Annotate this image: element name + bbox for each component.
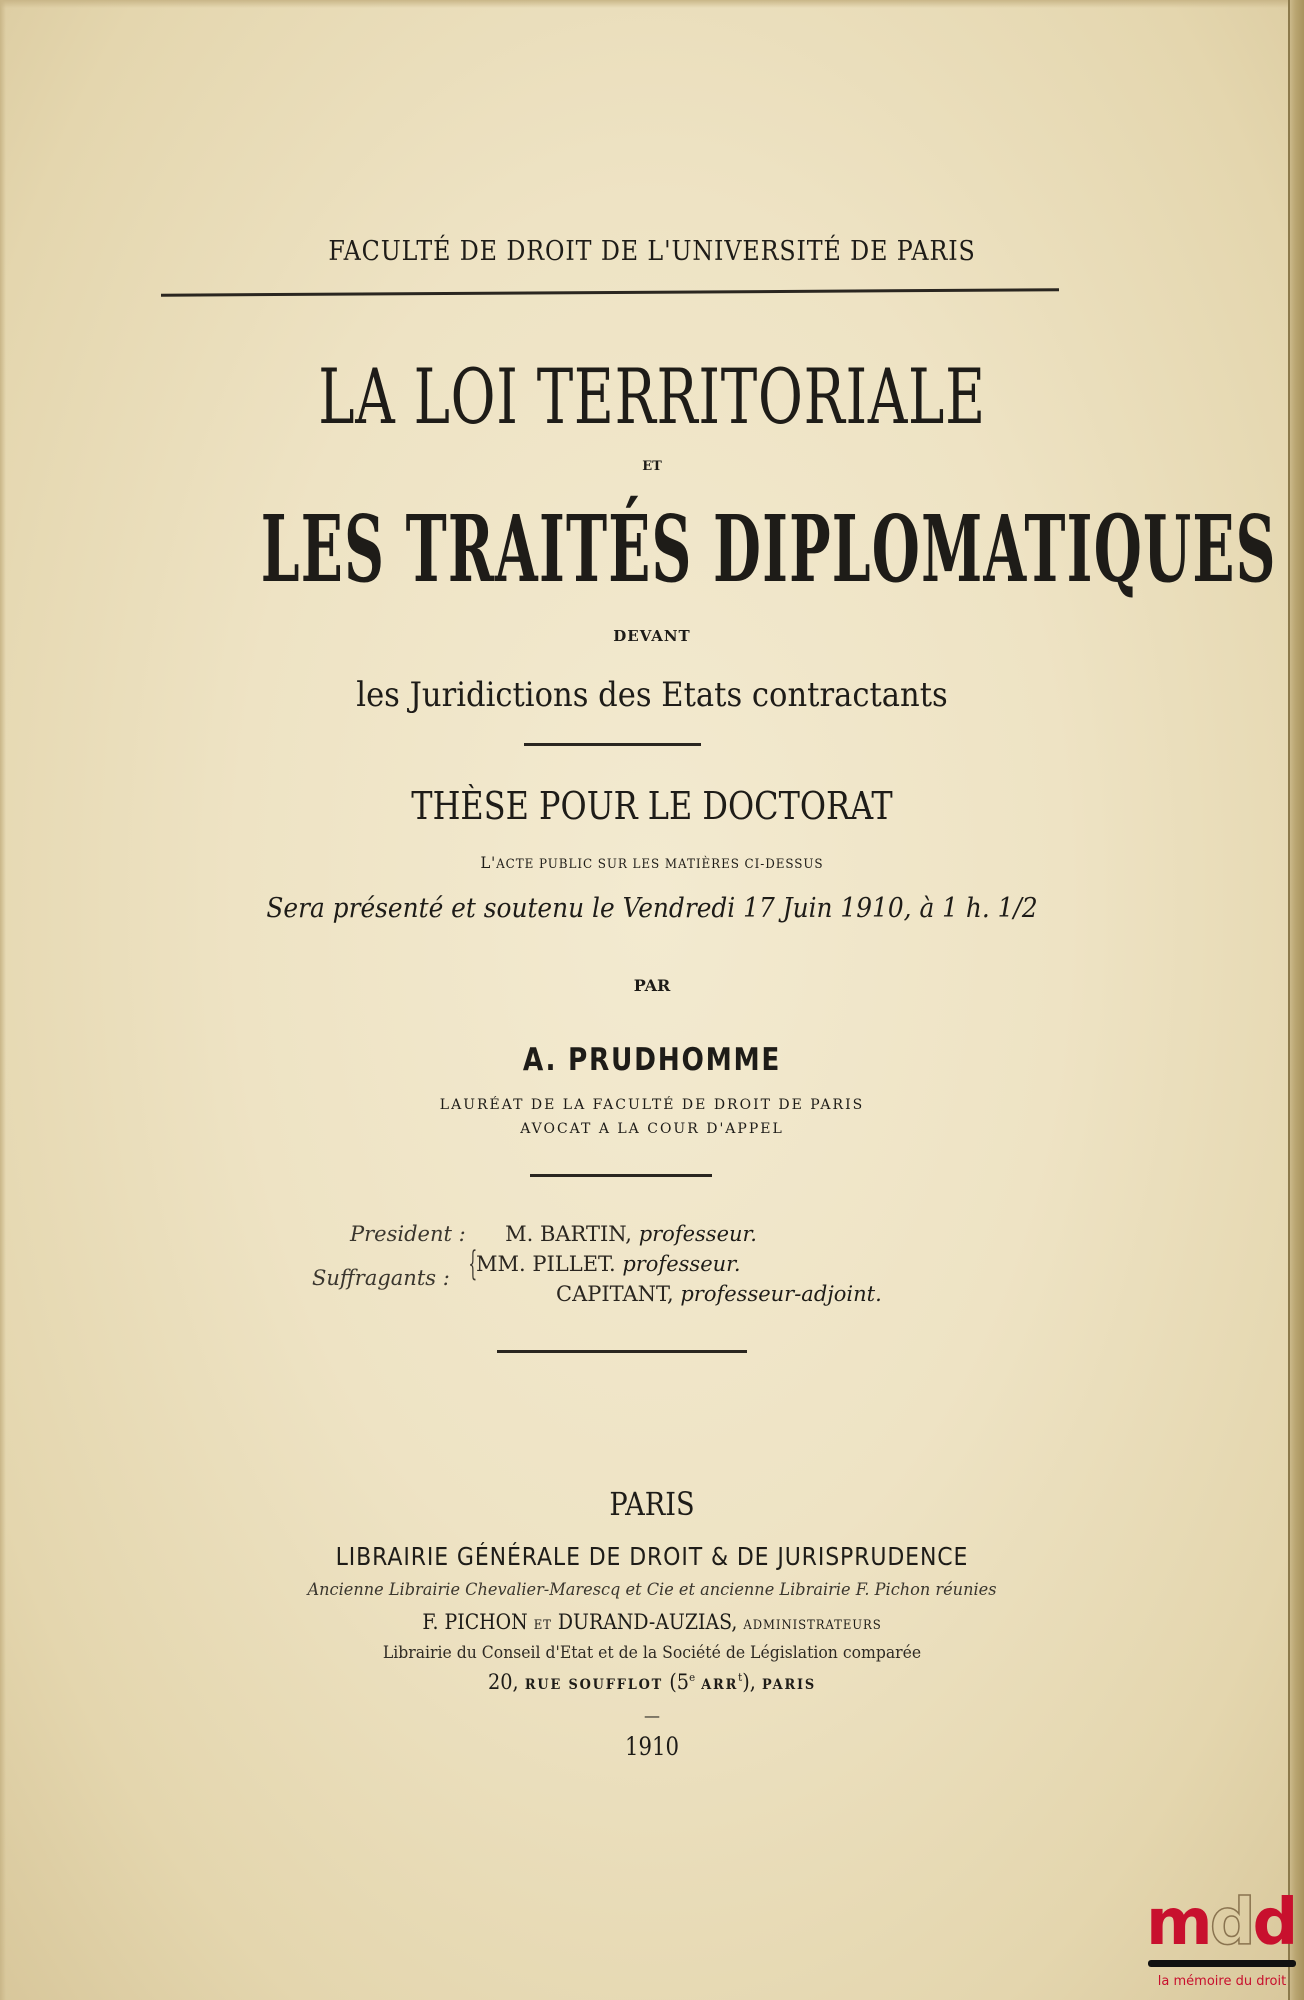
jury-president-row xyxy=(350,1222,757,1246)
address-arr-close: ), xyxy=(742,1670,756,1694)
logo-letters xyxy=(1146,1888,1295,1958)
suffragant-title-1: professeur. xyxy=(622,1252,741,1276)
suffragant-title-2: professeur-adjoint. xyxy=(680,1282,882,1306)
author-name: A. PRUDHOMME xyxy=(522,1042,782,1078)
author-credential-2: AVOCAT A LA COUR D'APPEL xyxy=(520,1121,784,1137)
subtitle-rule xyxy=(524,743,701,746)
address-city: PARIS xyxy=(762,1677,817,1693)
publication-year: 1910 xyxy=(624,1732,680,1761)
publisher-affiliation: Librairie du Conseil d'Etat et de la Société de Législation comparée xyxy=(382,1643,922,1663)
address-arr-label: ARR xyxy=(701,1677,739,1693)
president-label: President : xyxy=(350,1222,466,1246)
administrator-2: DURAND-AUZIAS, xyxy=(557,1610,738,1634)
suffragant-row-2 xyxy=(556,1282,882,1306)
title-preposition: DEVANT xyxy=(613,627,691,645)
president-prefix: M. xyxy=(505,1222,534,1246)
by-label: PAR xyxy=(633,976,671,995)
thesis-heading: THÈSE POUR LE DOCTORAT xyxy=(411,784,893,828)
title-line-2: LES TRAITÉS DIPLOMATIQUES xyxy=(260,495,1277,603)
faculty-header: FACULTÉ DE DROIT DE L'UNIVERSITÉ DE PARIS xyxy=(328,236,976,267)
imprint-city: PARIS xyxy=(609,1485,695,1523)
president-name: BARTIN, xyxy=(539,1222,632,1246)
address-street: RUE SOUFFLOT xyxy=(524,1677,664,1693)
acte-initial: L' xyxy=(480,853,497,872)
defense-date: Sera présenté et soutenu le Vendredi 17 Juin 1910, à 1 h. 1/2 xyxy=(266,893,1038,924)
mdd-watermark-logo xyxy=(1146,1888,1298,1998)
author-rule xyxy=(530,1174,712,1177)
suffragant-row-1 xyxy=(476,1252,741,1276)
suffragants-label-row xyxy=(312,1266,450,1290)
title-line-1: LA LOI TERRITORIALE xyxy=(318,352,986,441)
suffragant-name-1: PILLET. xyxy=(532,1252,616,1276)
logo-tagline: la mémoire du droit xyxy=(1157,1974,1287,1989)
address-number: 20, xyxy=(487,1670,519,1694)
subtitle: les Juridictions des Etats contractants xyxy=(356,675,948,715)
suffragants-label: Suffragants : xyxy=(312,1266,450,1290)
page-edge-right xyxy=(1288,0,1304,2000)
address-arr-sup2: t xyxy=(738,1671,743,1684)
administrator-1: F. PICHON xyxy=(422,1610,528,1634)
jury-rule xyxy=(497,1350,747,1353)
logo-letter-m: m xyxy=(1146,1886,1210,1960)
publisher-name: LIBRAIRIE GÉNÉRALE DE DROIT & DE JURISPRUDENCE xyxy=(335,1542,969,1571)
logo-underline-bar xyxy=(1148,1960,1296,1967)
administrators-et: ET xyxy=(533,1618,552,1633)
page-edge-left xyxy=(0,0,6,2000)
author-credential-1: LAURÉAT DE LA FACULTÉ DE DROIT DE PARIS xyxy=(439,1097,865,1113)
publisher-address xyxy=(52,1670,1252,1694)
publisher-former-names: Ancienne Librairie Chevalier-Marescq et Cie et ancienne Librairie F. Pichon réunies xyxy=(307,1580,997,1600)
suffragants-brace: { xyxy=(468,1244,478,1284)
acte-text: ACTE PUBLIC SUR LES MATIÈRES CI-DESSUS xyxy=(496,857,824,872)
president-title: professeur. xyxy=(638,1222,757,1246)
address-arr-sup1: e xyxy=(689,1671,696,1684)
page-edge-top xyxy=(0,0,1304,8)
suffragant-name-2: CAPITANT, xyxy=(556,1282,674,1306)
suffragants-prefix: MM. xyxy=(476,1252,526,1276)
year-dash: — xyxy=(644,1706,660,1725)
administrators-label: ADMINISTRATEURS xyxy=(743,1618,882,1633)
header-rule xyxy=(161,288,1059,296)
logo-letter-d-outline: d xyxy=(1209,1886,1253,1960)
acte-public-line xyxy=(52,853,1252,872)
logo-letter-d: d xyxy=(1252,1886,1296,1960)
publisher-administrators xyxy=(65,1610,1239,1634)
address-arr-open: (5 xyxy=(669,1670,690,1694)
title-conjunction: ET xyxy=(642,459,662,474)
